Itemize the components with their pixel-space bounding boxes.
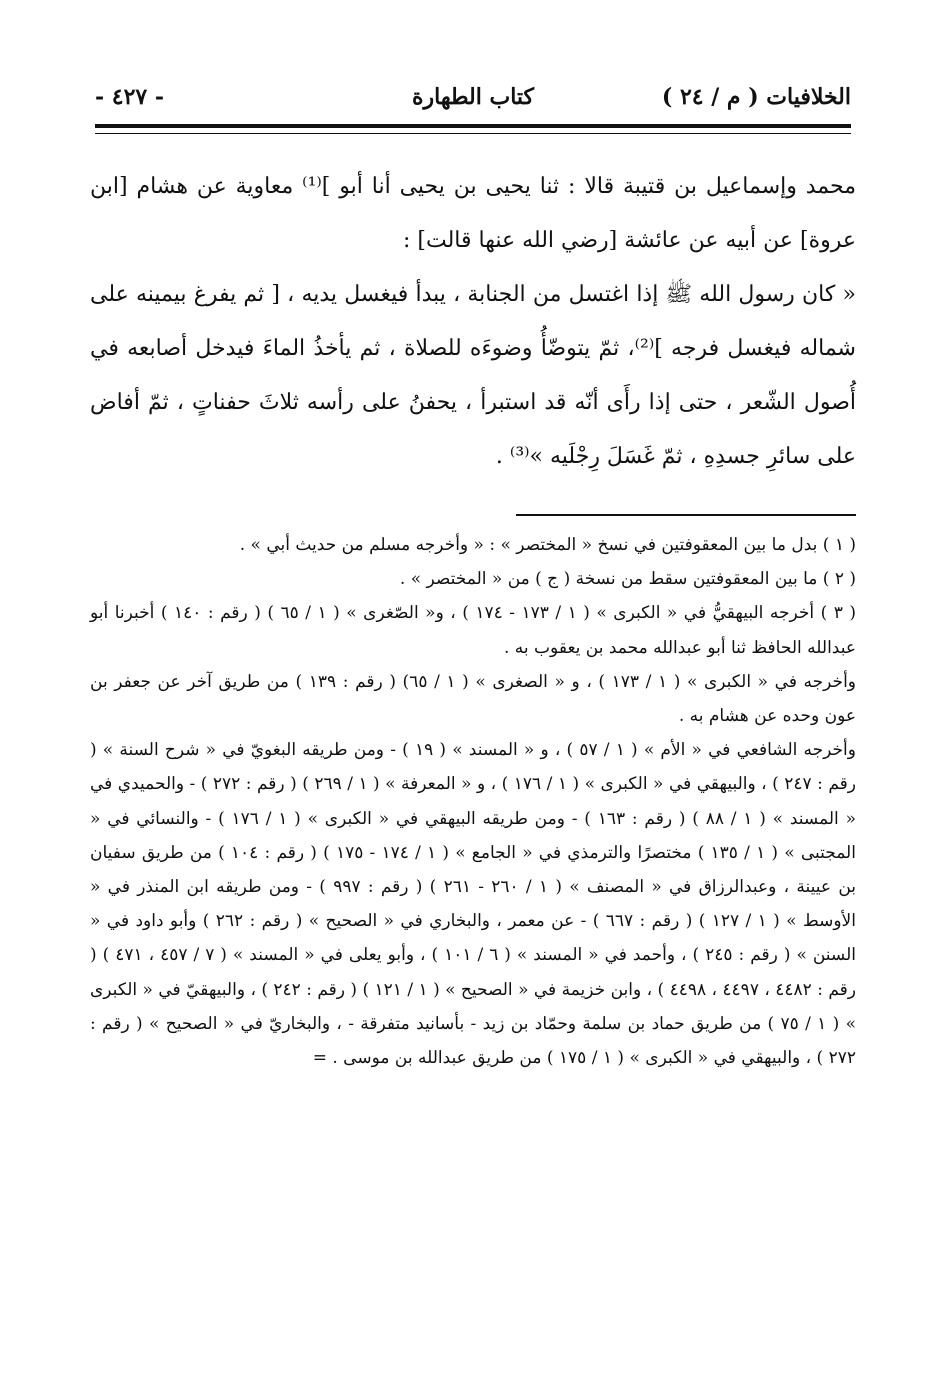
footnotes <box>90 528 856 1075</box>
main-text <box>90 160 856 484</box>
chapter-title: كتاب الطهارة <box>411 84 535 110</box>
footnote-3: ( ٣ ) أخرجه البيهقيُّ في « الكبرى » ( ١ / ١٧٣ - ١٧٤ ) ، و« الصّغرى » ( ١ / ٦٥ ) ( رقم : ١٤٠ ) أخبرنا أبو عبدالله الحافظ ثنا أبو عبدالله محمد بن يعقوب به . <box>90 603 856 658</box>
running-title: الخلافيات ( م / ٢٤ ) <box>661 84 851 110</box>
hadith-paragraph: « كان رسول الله ﷺ إذا اغتسل من الجنابة ، يبدأ فيغسل يديه ، [ ثم يفرغ بيمينه على شماله فيغسل فرجه ]⁽²⁾، ثمّ يتوضّأُ وضوءَه للصلاة ، ثم يأخذُ الماءَ فيدخل أصابعه في أُصول الشّعر ، حتى إذا رأَى أنّه قد استبرأ ، يحفنُ على رأسه ثلاثَ حفناتٍ ، ثمّ أفاض على سائرِ جسدِهِ ، ثمّ غَسَلَ رِجْلَيه »⁽³⁾ . <box>90 282 856 469</box>
footnote-separator <box>516 514 856 516</box>
footnote-3-continued: وأخرجه في « الكبرى » ( ١ / ١٧٣ ) ، و « الصغرى » ( ١ / ٦٥) ( رقم : ١٣٩ ) من طريق آخر عن جعفر بن عون وحده عن هشام به . <box>90 671 856 727</box>
footnote-1: ( ١ ) بدل ما بين المعقوفتين في نسخ « المختصر » : « وأخرجه مسلم من حديث أبي » . <box>239 535 856 555</box>
page-number: - ٤٢٧ - <box>95 84 165 110</box>
page-header <box>95 78 851 118</box>
footnote-3-sources: وأخرجه الشافعي في « الأم » ( ١ / ٥٧ ) ، و « المسند » ( ١٩ ) - ومن طريقه البغويّ في « شرح السنة » ( رقم : ٢٤٧ ) ، والبيهقي في « الكبرى » ( ١ / ١٧٦ ) ، و « المعرفة » ( ١ / ٢٦٩ ) ( رقم : ٢٧٢ ) - والحميدي في « المسند » ( ١ / ٨٨ ) ( رقم : ١٦٣ ) - ومن طريقه البيهقي في « الكبرى » ( ١ / ١٧٦ ) - والنسائي في « المجتبى » ( ١ / ١٣٥ ) مختصرًا والترمذي في « الجامع » ( ١ / ١٧٤ - ١٧٥ ) ( رقم : ١٠٤ ) من طريق سفيان بن عيينة ، وعبدالرزاق في « المصنف » ( ١ / ٢٦٠ - ٢٦١ ) ( رقم : ٩٩٧ ) - ومن طريقه ابن المنذر في « الأوسط » ( ١ / ١٢٧ ) ( رقم : ٦٦٧ ) - عن معمر ، والبخاري في « الصحيح » ( رقم : ٢٦٢ ) وأبو داود في « السنن » ( رقم : ٢٤٥ ) ، وأحمد في « المسند » ( ٦ / ١٠١ ) ، وأبو يعلى في « المسند » ( ٧ / ٤٥٧ ، ٤٧١ ) ( رقم : ٤٤٨٢ ، ٤٤٩٧ ، ٤٤٩٨ ) ، وابن خزيمة في « الصحيح » ( ١ / ١٢١ ) ( رقم : ٢٤٢ ) ، والبيهقيّ في « الكبرى » ( ١ / ٧٥ ) من طريق حماد بن سلمة وحمّاد بن زيد - بأسانيد متفرقة - ، والبخاريّ في « الصحيح » ( رقم : ٢٧٢ ) ، والبيهقي في « الكبرى » ( ١ / ١٧٥ ) من طريق عبدالله بن موسى . = <box>90 740 857 1069</box>
main-paragraph: محمد وإسماعيل بن قتيبة قالا : ثنا يحيى بن يحيى أنا أبو ]⁽¹⁾ معاوية عن هشام [ابن عروة] عن أبيه عن عائشة [رضي الله عنها قالت] : <box>90 174 856 253</box>
header-rule-thick <box>95 124 851 128</box>
header-rule-thin <box>95 133 851 134</box>
footnote-2: ( ٢ ) ما بين المعقوفتين سقط من نسخة ( ج ) من « المختصر » . <box>399 569 856 590</box>
